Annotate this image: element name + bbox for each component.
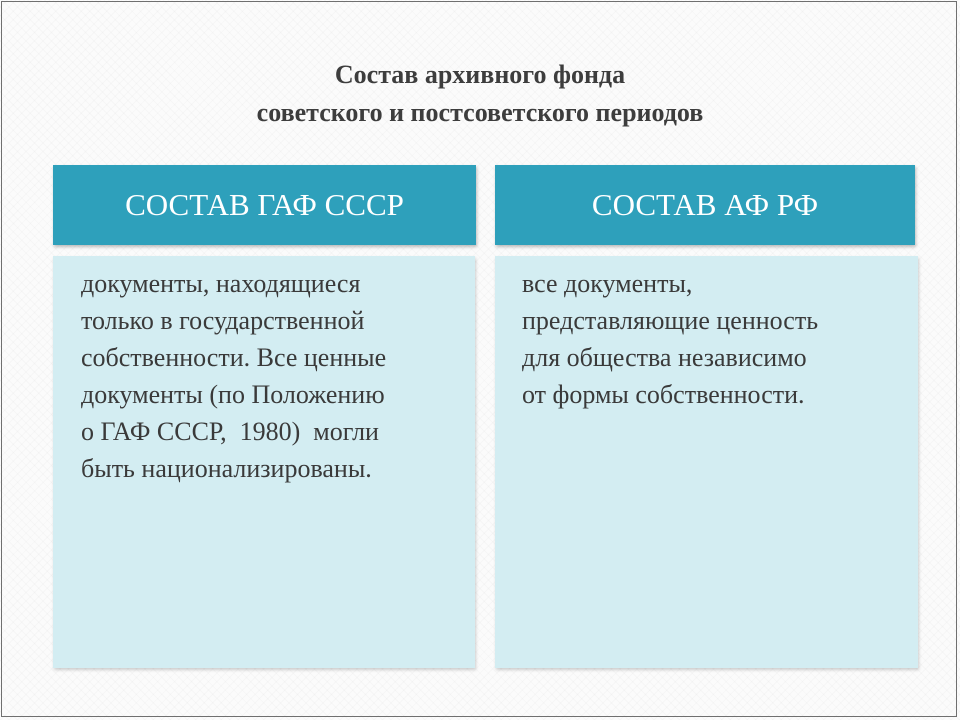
body-line: документы (по Положению	[81, 380, 385, 409]
body-line: собственности. Все ценные	[81, 343, 387, 372]
title-line-1: Состав архивного фонда	[334, 60, 626, 89]
column-body-af-rf	[495, 256, 918, 668]
title-line-2: советского и постсоветского периодов	[256, 98, 704, 127]
column-header-af-rf: СОСТАВ АФ РФ	[495, 165, 915, 245]
body-line: документы, находящиеся	[81, 269, 361, 298]
body-line: от формы собственности.	[522, 380, 805, 409]
slide-title	[0, 56, 960, 132]
body-line: быть национализированы.	[81, 454, 372, 483]
body-line: все документы,	[522, 269, 693, 298]
body-line: представляющие ценность	[522, 306, 819, 335]
body-line: только в государственной	[81, 306, 365, 335]
column-body-gaf-ussr	[53, 256, 475, 668]
body-line: для общества независимо	[522, 343, 807, 372]
column-header-gaf-ussr: СОСТАВ ГАФ СССР	[53, 165, 476, 245]
body-line: о ГАФ СССР, 1980) могли	[81, 417, 379, 446]
